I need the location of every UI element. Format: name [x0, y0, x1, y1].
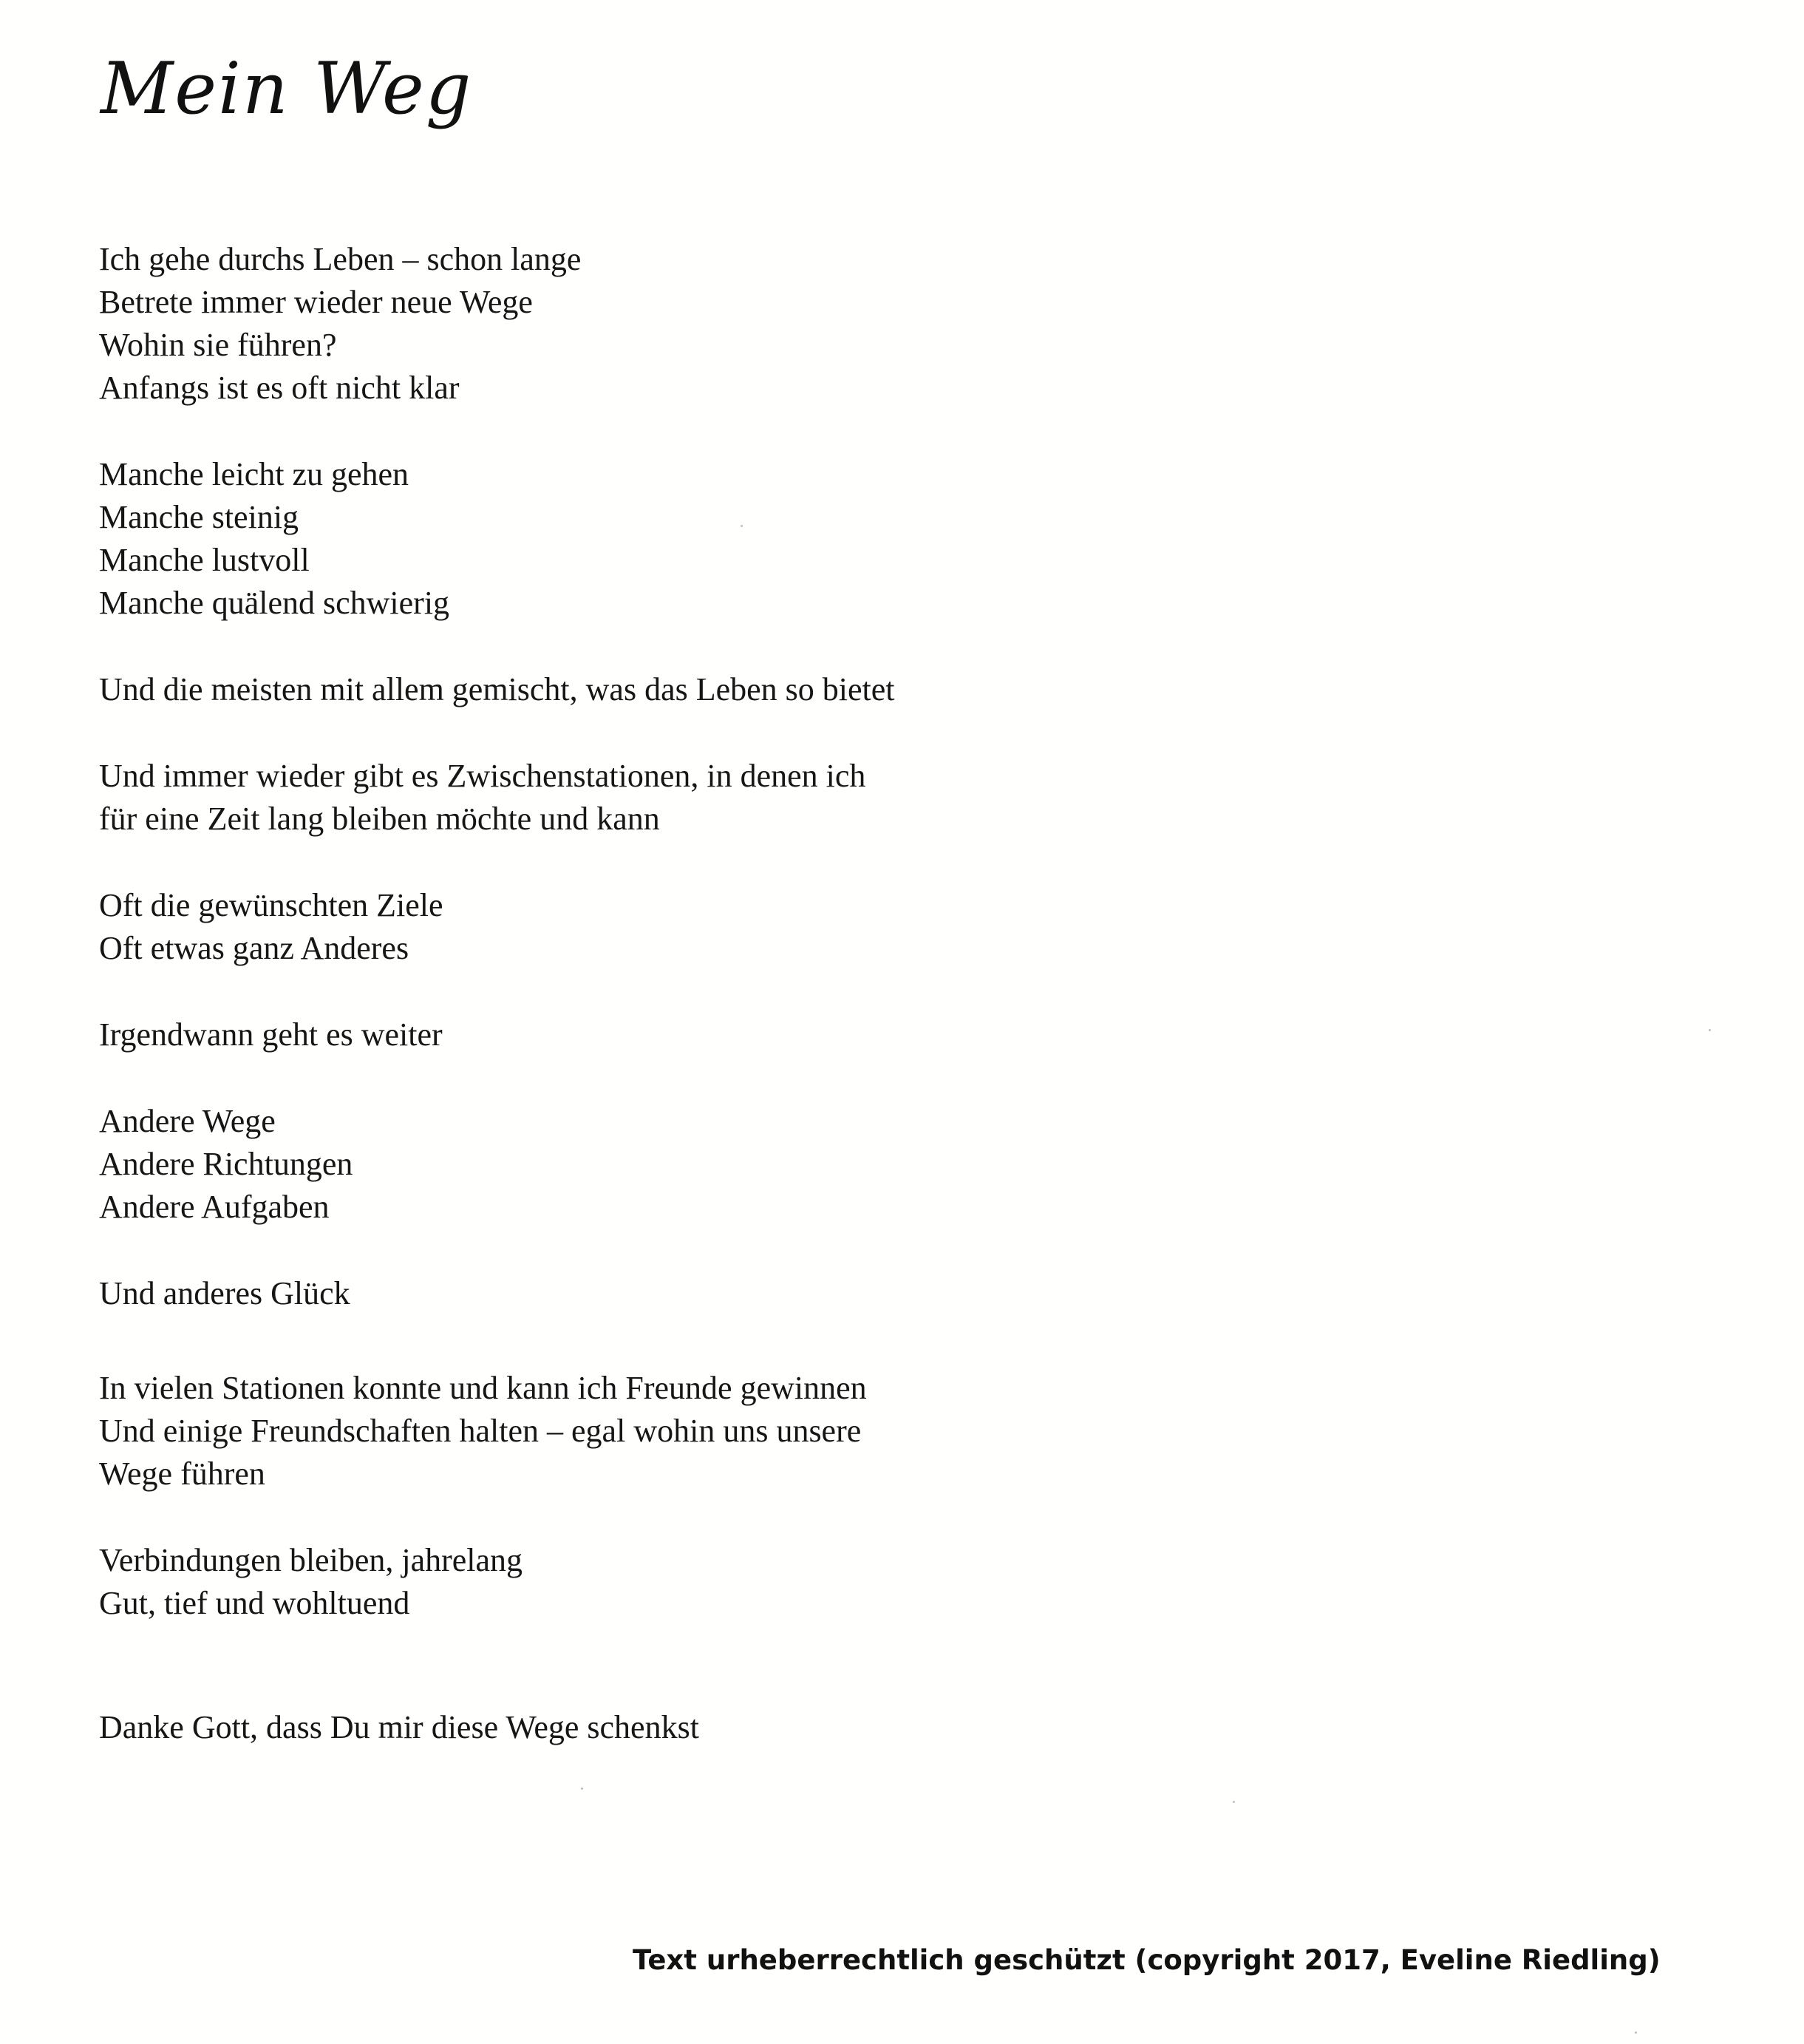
stanza-gap — [99, 625, 986, 668]
poem-line: Wohin sie führen? — [99, 327, 337, 363]
poem-line: Irgendwann geht es weiter — [99, 1016, 443, 1053]
scan-speck — [581, 1787, 583, 1790]
stanza-gap — [99, 1056, 986, 1100]
scan-speck — [1233, 1801, 1235, 1803]
copyright-notice: Text urheberrechtlich geschützt (copyright 2017, Eveline Riedling) — [633, 1944, 1661, 1976]
poem-line: Betrete immer wieder neue Wege — [99, 284, 533, 320]
stanza — [99, 1013, 986, 1056]
poem-line: Manche quälend schwierig — [99, 585, 450, 621]
stanza-gap — [99, 1625, 986, 1706]
stanza-gap — [99, 711, 986, 755]
stanza-gap — [99, 1315, 986, 1367]
poem-line: Wege führen — [99, 1456, 265, 1492]
poem-line: Andere Richtungen — [99, 1146, 353, 1182]
poem-line: Und immer wieder gibt es Zwischenstationen, in denen ich — [99, 758, 866, 794]
poem-title: Mein Weg — [101, 47, 473, 130]
poem-line: Manche steinig — [99, 499, 299, 535]
stanza — [99, 238, 986, 410]
poem-line: Manche lustvoll — [99, 542, 310, 578]
poem-body — [99, 238, 986, 1749]
stanza — [99, 1539, 986, 1625]
poem-line: für eine Zeit lang bleiben möchte und kann — [99, 801, 660, 837]
poem-line: Und anderes Glück — [99, 1275, 350, 1311]
poem-line: Ich gehe durchs Leben – schon lange — [99, 241, 582, 277]
stanza-gap — [99, 970, 986, 1013]
stanza-gap — [99, 1495, 986, 1539]
stanza — [99, 884, 986, 970]
poem-line: Und einige Freundschaften halten – egal wohin uns unsere — [99, 1413, 862, 1449]
poem-line: Andere Aufgaben — [99, 1189, 330, 1225]
scan-speck — [1709, 1029, 1711, 1031]
stanza-gap — [99, 410, 986, 453]
poem-line: Manche leicht zu gehen — [99, 456, 409, 492]
poem-line: Anfangs ist es oft nicht klar — [99, 370, 460, 406]
stanza — [99, 1367, 986, 1495]
poem-line: Oft die gewünschten Ziele — [99, 887, 443, 923]
stanza — [99, 453, 986, 625]
poem-line: Und die meisten mit allem gemischt, was das Leben so bietet — [99, 671, 895, 707]
poem-line: Gut, tief und wohltuend — [99, 1585, 410, 1621]
poem-line: Danke Gott, dass Du mir diese Wege schenkst — [99, 1709, 699, 1745]
stanza-gap — [99, 1229, 986, 1272]
poem-line: Verbindungen bleiben, jahrelang — [99, 1542, 523, 1578]
poem-line: In vielen Stationen konnte und kann ich Freunde gewinnen — [99, 1370, 867, 1406]
scan-speck — [1635, 2031, 1637, 2034]
stanza — [99, 755, 986, 841]
poem-line: Oft etwas ganz Anderes — [99, 930, 409, 966]
poem-line: Andere Wege — [99, 1103, 276, 1139]
stanza — [99, 668, 986, 711]
stanza — [99, 1272, 986, 1315]
stanza — [99, 1706, 986, 1749]
stanza-gap — [99, 841, 986, 884]
stanza — [99, 1100, 986, 1229]
scan-speck — [741, 525, 743, 527]
